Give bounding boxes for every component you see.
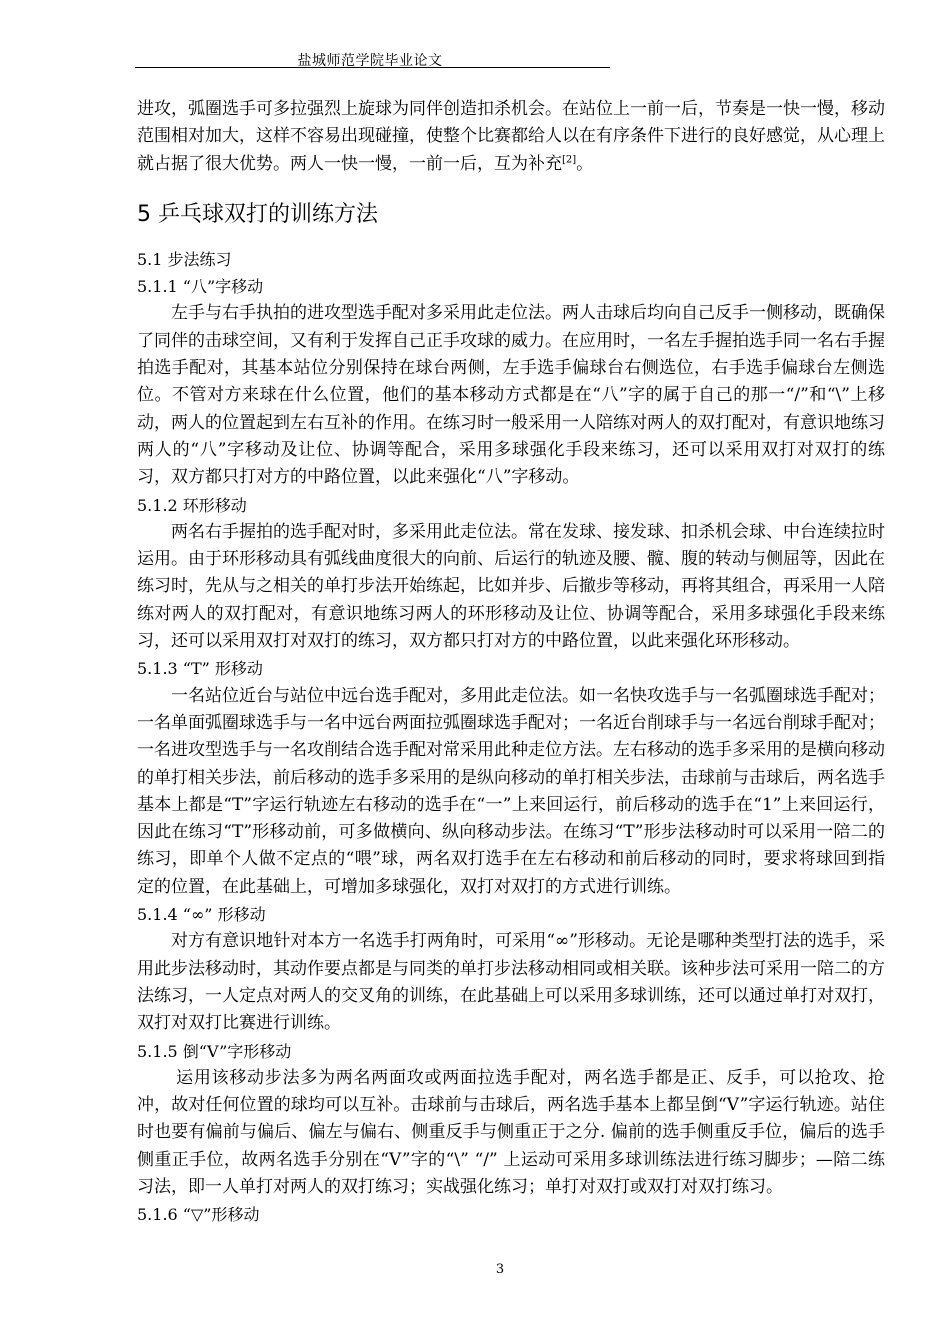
intro-text: 进攻，弧圈选手可多拉强烈上旋球为同伴创造扣杀机会。在站位上一前一后，节奏是一快一慢，移动范围相对加大，这样不容易出现碰撞，使整个比赛都给人以在有序条件下进行的良好感觉，从心理上就占据了很大优势。两人一快一慢，一前一后，互为补充 bbox=[137, 99, 885, 174]
running-header: 盐城师范学院毕业论文 bbox=[297, 53, 443, 69]
paragraph-5-1-3: 一名站位近台与站位中远台选手配对，多用此走位法。如一名快攻选手与一名弧圈球选手配对；一名单面弧圈球选手与一名中远台两面拉弧圈球选手配对；一名近台削球手与一名远台削球手配对；一名进攻型选手与一名攻削结合选手配对常采用此种走位方法。左右移动的选手多采用的是横向移动的单打相关步法，前后移动的选手多采用的是纵向移动的单打相关步法，击球前与击球后，两名选手基本上都是“T”字运行轨迹左右移动的选手在“一”上来回运行，前后移动的选手在“1”上来回运行，因此在练习“T”形移动前，可多做横向、纵向移动步法。在练习“T”形步法移动时可以采用一陪二的练习，即单个人做不定点的“喂”球，两名双打选手在左右移动和前后移动的同时，要求将球回到指定的位置，在此基础上，可增加多球强化，双打对双打的方式进行训练。 bbox=[137, 685, 885, 897]
paragraph-5-1-4: 对方有意识地针对本方一名选手打两角时，可采用“∞”形移动。无论是哪种类型打法的选手，采用此步法移动时，其动作要点都是与同类的单打步法移动相同或相关联。该种步法可采用一陪二的方法练习，一人定点对两人的交叉角的训练，在此基础上可以采用多球训练，还可以通过单打对双打，双打对双打比赛进行训练。 bbox=[137, 931, 885, 1034]
subsection-heading-5-1-5: 5.1.5 倒“V”字形移动 bbox=[137, 1041, 292, 1061]
section-title: 5 乒乓球双打的训练方法 bbox=[137, 201, 378, 227]
subsection-heading-5-1-6: 5.1.6 “▽”形移动 bbox=[137, 1205, 260, 1225]
intro-paragraph bbox=[137, 96, 885, 178]
intro-tail: 。 bbox=[576, 153, 594, 174]
page-number: 3 bbox=[495, 1262, 505, 1277]
subsection-heading-5-1-4: 5.1.4 “∞” 形移动 bbox=[137, 905, 266, 925]
header-rule bbox=[135, 67, 610, 68]
citation-ref: [2] bbox=[562, 153, 577, 165]
subsection-heading-5-1: 5.1 步法练习 bbox=[137, 249, 232, 269]
paragraph-5-1-1: 左手与右手执拍的进攻型选手配对多采用此走位法。两人击球后均向自己反手一侧移动，既确保了同伴的击球空间，又有利于发挥自己正手攻球的威力。在应用时，一名左手握拍选手同一名右手握拍选手配对，其基本站位分别保持在球台两侧，左手选手偏球台右侧选位，右手选手偏球台左侧选位。不管对方来球在什么位置，他们的基本移动方式都是在“八”字的属于自己的那一“/”和“\”上移动，两人的位置起到左右互补的作用。在练习时一般采用一人陪练对两人的双打配对，有意识地练习两人的“八”字移动及让位、协调等配合，采用多球强化手段来练习，还可以采用双打对双打的练习，双方都只打对方的中路位置，以此来强化“八”字移动。 bbox=[137, 303, 885, 488]
subsection-heading-5-1-2: 5.1.2 环形移动 bbox=[137, 495, 247, 515]
subsection-heading-5-1-1: 5.1.1 “八”字移动 bbox=[137, 277, 264, 297]
page-body bbox=[137, 96, 885, 1229]
subsection-heading-5-1-3: 5.1.3 “T” 形移动 bbox=[137, 659, 263, 679]
paragraph-5-1-2: 两名右手握拍的选手配对时，多采用此走位法。常在发球、接发球、扣杀机会球、中台连续拉时运用。由于环形移动具有弧线曲度很大的向前、后运行的轨迹及腰、髋、腹的转动与侧屈等，因此在练习时，先从与之相关的单打步法开始练起，比如并步、后撤步等移动，再将其组合，再采用一人陪练对两人的双打配对，有意识地练习两人的环形移动及让位、协调等配合，采用多球强化手段来练习，还可以采用双打对双打的练习，双方都只打对方的中路位置，以此来强化环形移动。 bbox=[137, 521, 885, 652]
paragraph-5-1-5: 运用该移动步法多为两名两面攻或两面拉选手配对，两名选手都是正、反手，可以抢攻、抢冲，故对任何位置的球均可以互补。击球前与击球后，两名选手基本上都呈倒“V”字运行轨迹。站住时也要有偏前与偏后、偏左与偏右、侧重反手与侧重正于之分. 偏前的选手侧重反手位，偏后的选手侧重正手位，故两名选手分别在“V”字的“\” “/” 上运动可采用多球训练法进行练习脚步；—陪二练习法，即一人单打对两人的双打练习；实战强化练习；单打对双打或双打对双打练习。 bbox=[137, 1067, 885, 1197]
